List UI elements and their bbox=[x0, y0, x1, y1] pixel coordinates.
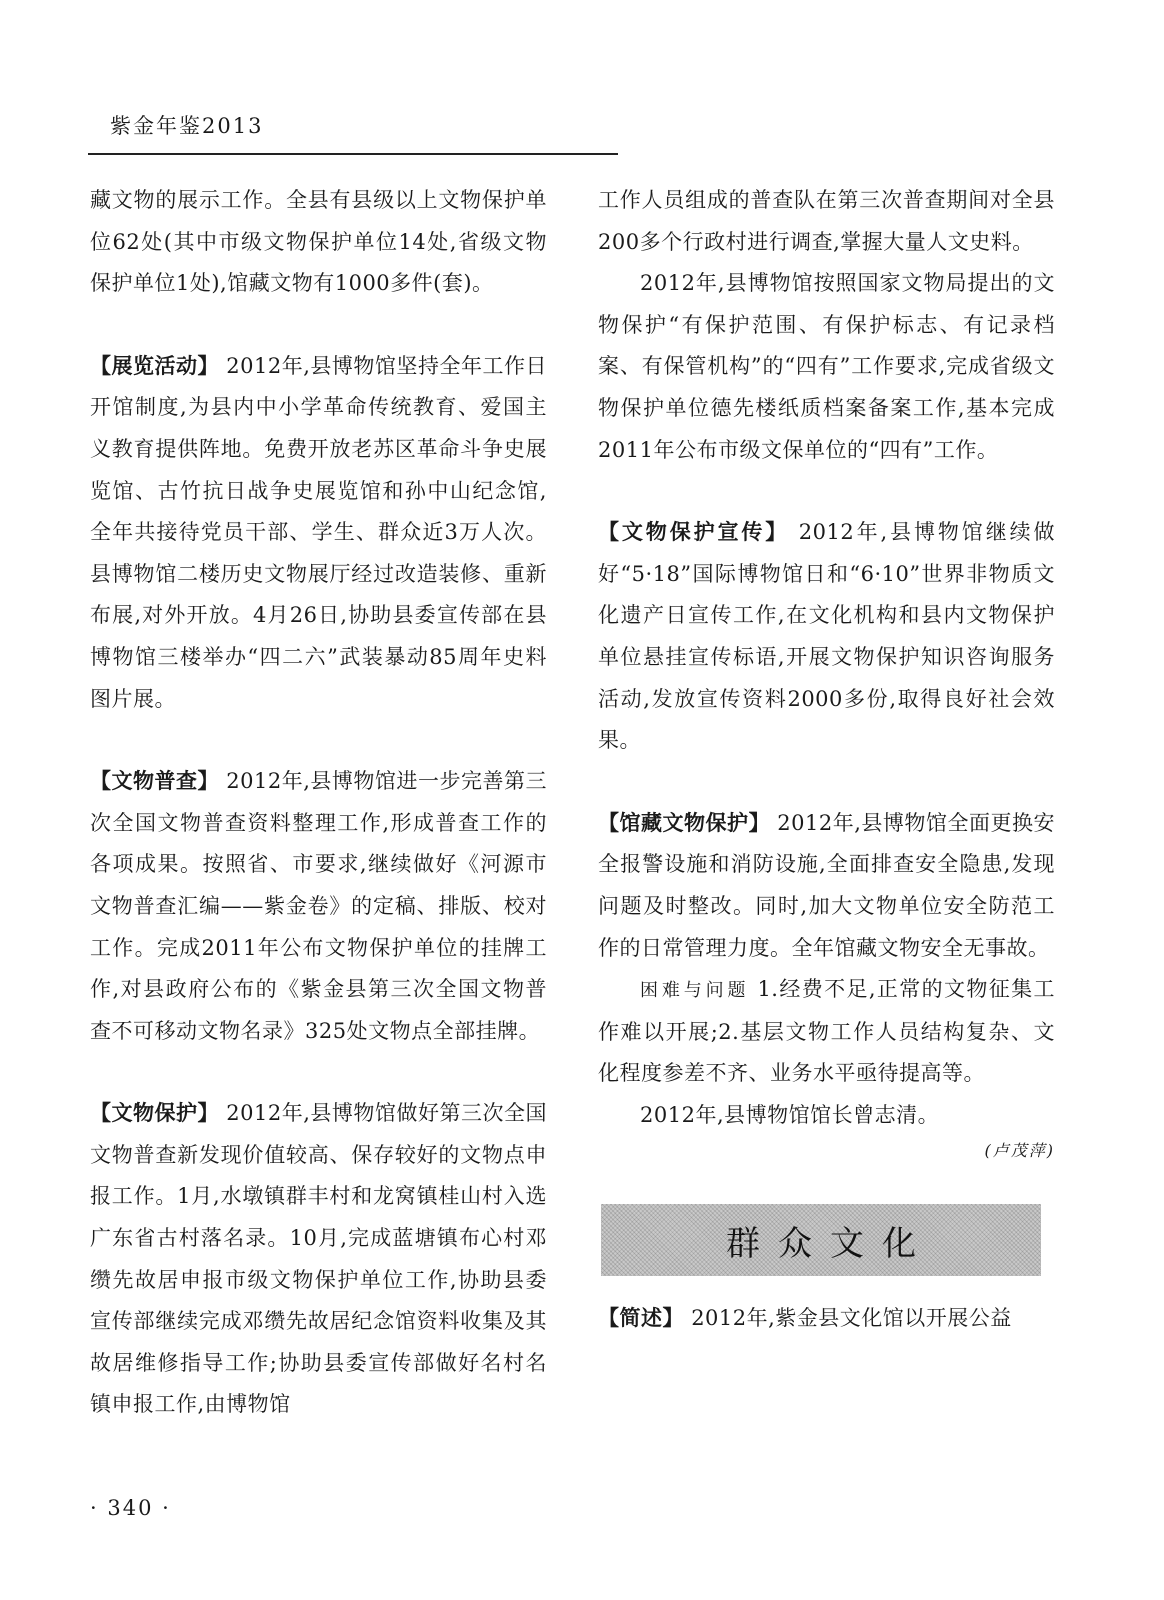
section-gap bbox=[90, 305, 547, 346]
section-exhibitions bbox=[90, 346, 547, 720]
paragraph-four-haves: 2012年,县博物馆按照国家文物局提出的文物保护“有保护范围、有保护标志、有记录档案、有保管机构”的“四有”工作要求,完成省级文物保护单位德先楼纸质档案备案工作,基本完成2011年公布市级文保单位的“四有”工作。 bbox=[598, 271, 1055, 462]
section-gap bbox=[90, 720, 547, 761]
running-header: 紫金年鉴2013 bbox=[110, 114, 264, 138]
section-collection bbox=[598, 803, 1055, 969]
right-column bbox=[598, 180, 1055, 1340]
header-rule bbox=[88, 153, 618, 155]
section-text-protection: 2012年,县博物馆做好第三次全国文物普查新发现价值较高、保存较好的文物点申报工作。1月,水墩镇群丰村和龙窝镇桂山村入选广东省古村落名录。10月,完成蓝塘镇布心村邓缵先故居申报市级文物保护单位工作,协助县委宣传部继续完成邓缵先故居纪念馆资料收集及其故居维修指导工作;协助县委宣传部做好名村名镇申报工作,由博物馆 bbox=[90, 1101, 547, 1417]
author-credit: (卢茂萍) bbox=[984, 1141, 1055, 1161]
section-text-publicity: 2012年,县博物馆继续做好“5·18”国际博物馆日和“6·10”世界非物质文化遗产日宣传工作,在文化机构和县内文物保护单位悬挂宣传标语,开展文物保护知识咨询服务活动,发放宣传资料2000多份,取得良好社会效果。 bbox=[598, 520, 1055, 753]
section-overview bbox=[598, 1298, 1055, 1340]
page-number: · 340 · bbox=[90, 1496, 171, 1520]
problems-text: 1.经费不足,正常的文物征集工作难以开展;2.基层文物工作人员结构复杂、文化程度参差不齐、业务水平亟待提高等。 bbox=[598, 977, 1056, 1086]
paragraph-problems bbox=[598, 969, 1055, 1095]
left-column bbox=[90, 180, 547, 1426]
section-banner bbox=[601, 1204, 1041, 1276]
section-gap bbox=[598, 471, 1055, 512]
section-text-exhibitions: 2012年,县博物馆坚持全年工作日开馆制度,为县内中小学革命传统教育、爱国主义教育提供阵地。免费开放老苏区革命斗争史展览馆、古竹抗日战争史展览馆和孙中山纪念馆,全年共接待党员干部、学生、群众近3万人次。县博物馆二楼历史文物展厅经过改造装修、重新布展,对外开放。4月26日,协助县委宣传部在县博物馆三楼举办“四二六”武装暴动85周年史料图片展。 bbox=[90, 353, 547, 711]
paragraph-director: 2012年,县博物馆馆长曾志清。 bbox=[640, 1102, 940, 1127]
section-text-collection: 2012年,县博物馆全面更换安全报警设施和消防设施,全面排查安全隐患,发现问题及时整改。同时,加大文物单位安全防范工作的日常管理力度。全年馆藏文物安全无事故。 bbox=[598, 810, 1055, 960]
section-text-survey: 2012年,县博物馆进一步完善第三次全国文物普查资料整理工作,形成普查工作的各项成果。按照省、市要求,继续做好《河源市文物普查汇编——紫金卷》的定稿、排版、校对工作。完成2011年公布文物保护单位的挂牌工作,对县政府公布的《紫金县第三次全国文物普查不可移动文物名录》325处文物点全部挂牌。 bbox=[90, 769, 547, 1043]
section-label-publicity: 【文物保护宣传】 bbox=[598, 520, 790, 545]
section-label-exhibitions: 【展览活动】 bbox=[90, 353, 220, 378]
section-text-overview: 2012年,紫金县文化馆以开展公益 bbox=[691, 1306, 1012, 1331]
section-survey bbox=[90, 761, 547, 1052]
section-label-overview: 【简述】 bbox=[598, 1306, 684, 1331]
section-label-protection: 【文物保护】 bbox=[90, 1101, 220, 1126]
paragraph-continuation: 藏文物的展示工作。全县有县级以上文物保护单位62处(其中市级文物保护单位14处,省级文物保护单位1处),馆藏文物有1000多件(套)。 bbox=[90, 188, 547, 296]
paragraph-continuation-right: 工作人员组成的普查队在第三次普查期间对全县200多个行政村进行调查,掌握大量人文史料。 bbox=[598, 188, 1055, 254]
section-label-collection: 【馆藏文物保护】 bbox=[598, 810, 771, 835]
section-protection bbox=[90, 1093, 547, 1426]
section-gap bbox=[598, 762, 1055, 803]
section-gap bbox=[90, 1052, 547, 1093]
problems-label: 困难与问题 bbox=[640, 980, 750, 1002]
section-label-survey: 【文物普查】 bbox=[90, 769, 220, 794]
section-publicity bbox=[598, 512, 1055, 762]
banner-title: 群众文化 bbox=[726, 1223, 934, 1264]
